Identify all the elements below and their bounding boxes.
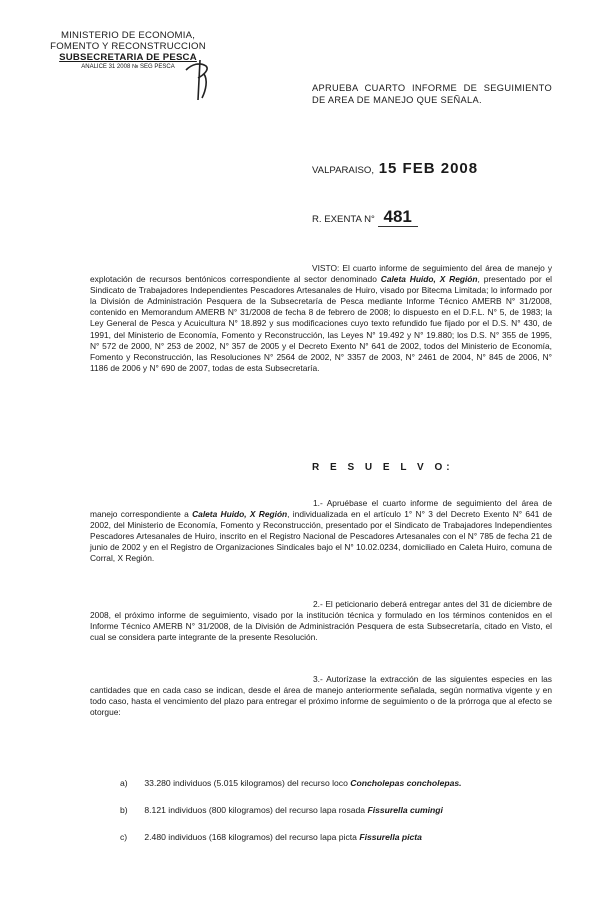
- item-label: a): [120, 778, 128, 788]
- p2-text: diciembre de 2008, el próximo informe de seguimiento, visado por la institución técnica y formulado en los términos contenidos en el Informe Técnico AMERB N° 31/2008, de la División de Administración Pesquera de esta Subsecretaría, citado en Visto, el cual se considera parte integrante de la presente Resolución.: [90, 599, 553, 643]
- p1-text-b: , individualizada en el artículo 1° N° 3 del Decreto Exento N° 641 de 2002, del Ministerio de Economía, Fomento y Reconstrucción, presentado por el Sindicato de Trabajadores Independientes Pescadores Artesanales de Huiro, inscrito en el Registro Nacional de Pescadores Artesanales con el N° 785 de fecha 21 de junio de 2002 y en el Registro de Organizaciones Sindicales bajo el N° 10.02.0234, domiciliado en Caleta Huiro, comuna de Corral, X Región.: [90, 509, 552, 564]
- reference-line: ANALICE 31 2008 № SEG PESCA: [81, 64, 175, 70]
- list-item: [120, 805, 443, 815]
- item-species: Fissurella picta: [359, 832, 422, 842]
- item-species: Fissurella cumingi: [367, 805, 443, 815]
- paragraph-1: [90, 498, 552, 565]
- paragraph-2: [90, 599, 552, 643]
- visto-paragraph: [90, 263, 552, 374]
- visto-text-b: , presentado por el Sindicato de Trabajadores Independientes Pescadores Artesanales de Huiro, visado por Bitecma Limitada; lo informado por la División de Administración Pesquera de la Subsecretaría de Pesca mediante Informe Técnico AMERB N° 31/2008, contenido en Memorandum AMERB N° 31/2008 de fecha 8 de febrero de 2008; lo dispuesto en el D.F.L. N° 5, de 1983; la Ley General de Pesca y Acuicultura N° 18.892 y sus modificaciones cuyo texto refundido fue fijado por el D.S. N° 430, de 1991, del Ministerio de Economía, Fomento y Reconstrucción, las Leyes N° 19.492 y N° 19.880; los D.S. N° 355 de 1995, N° 572 de 2000, N° 253 de 2002, N° 357 de 2005 y el Decreto Exento N° 641 de 2002, todos del Ministerio de Economía, Fomento y Reconstrucción, las Resoluciones N° 2564 de 2002, N° 3357 de 2003, N° 2461 de 2004, N° 845 de 2006, N° 1186 de 2006 y N° 690 de 2007, todas de esta Subsecretaría.: [90, 274, 552, 373]
- p2-lead: 2.- El peticionario deberá entregar antes del 31 de: [313, 599, 502, 609]
- exenta-label: R. EXENTA N°: [312, 214, 375, 225]
- item-species: Concholepas concholepas.: [350, 778, 462, 788]
- item-text: 2.480 individuos (168 kilogramos) del recurso lapa picta: [144, 832, 357, 842]
- date-stamp: 15 FEB 2008: [378, 160, 479, 177]
- exenta-line: [312, 207, 418, 227]
- visto-text-a: de manejo y explotación de recursos bentónicos correspondiente al sector denominado: [90, 263, 553, 285]
- p1-text-a: del área de manejo correspondiente a: [90, 498, 552, 520]
- item-label: b): [120, 805, 128, 815]
- list-item: [120, 832, 422, 842]
- item-label: c): [120, 832, 128, 842]
- list-item: [120, 778, 462, 788]
- visto-place: Caleta Huido, X Región: [380, 274, 478, 285]
- p1-place: Caleta Huido, X Región: [192, 509, 288, 520]
- resuelvo-heading: R E S U E L V O:: [312, 462, 454, 473]
- item-text: 8.121 individuos (800 kilogramos) del recurso lapa rosada: [144, 805, 366, 815]
- subsecretaria-line: SUBSECRETARIA DE PESCA: [59, 52, 197, 63]
- paragraph-3: [90, 674, 552, 718]
- p3-lead: 3.- Autorízase la extracción de las siguientes: [313, 674, 488, 684]
- ministry-line-1: MINISTERIO DE ECONOMIA,: [60, 30, 196, 41]
- date-city: VALPARAISO,: [312, 165, 375, 176]
- p1-lead: 1.- Apruébase el cuarto informe de seguimiento: [313, 498, 502, 508]
- p3-text: especies en las cantidades que en cada caso se indican, desde el área de manejo anteriormente señalada, según normativa vigente y en todo caso, hasta el vencimiento del plazo para entregar el próximo informe de seguimiento o de la prórroga que al efecto se otorgue:: [90, 674, 552, 718]
- resolution-subject: APRUEBA CUARTO INFORME DE SEGUIMIENTO DE AREA DE MANEJO QUE SEÑALA.: [312, 83, 552, 105]
- date-line: [312, 160, 478, 177]
- exenta-number: 481: [378, 207, 418, 227]
- visto-lead: VISTO: El cuarto informe de seguimiento del área: [312, 263, 502, 273]
- signature-mark-icon: [182, 56, 216, 102]
- ministry-line-2: FOMENTO Y RECONSTRUCCION: [50, 41, 206, 52]
- item-text: 33.280 individuos (5.015 kilogramos) del recurso loco: [144, 778, 348, 788]
